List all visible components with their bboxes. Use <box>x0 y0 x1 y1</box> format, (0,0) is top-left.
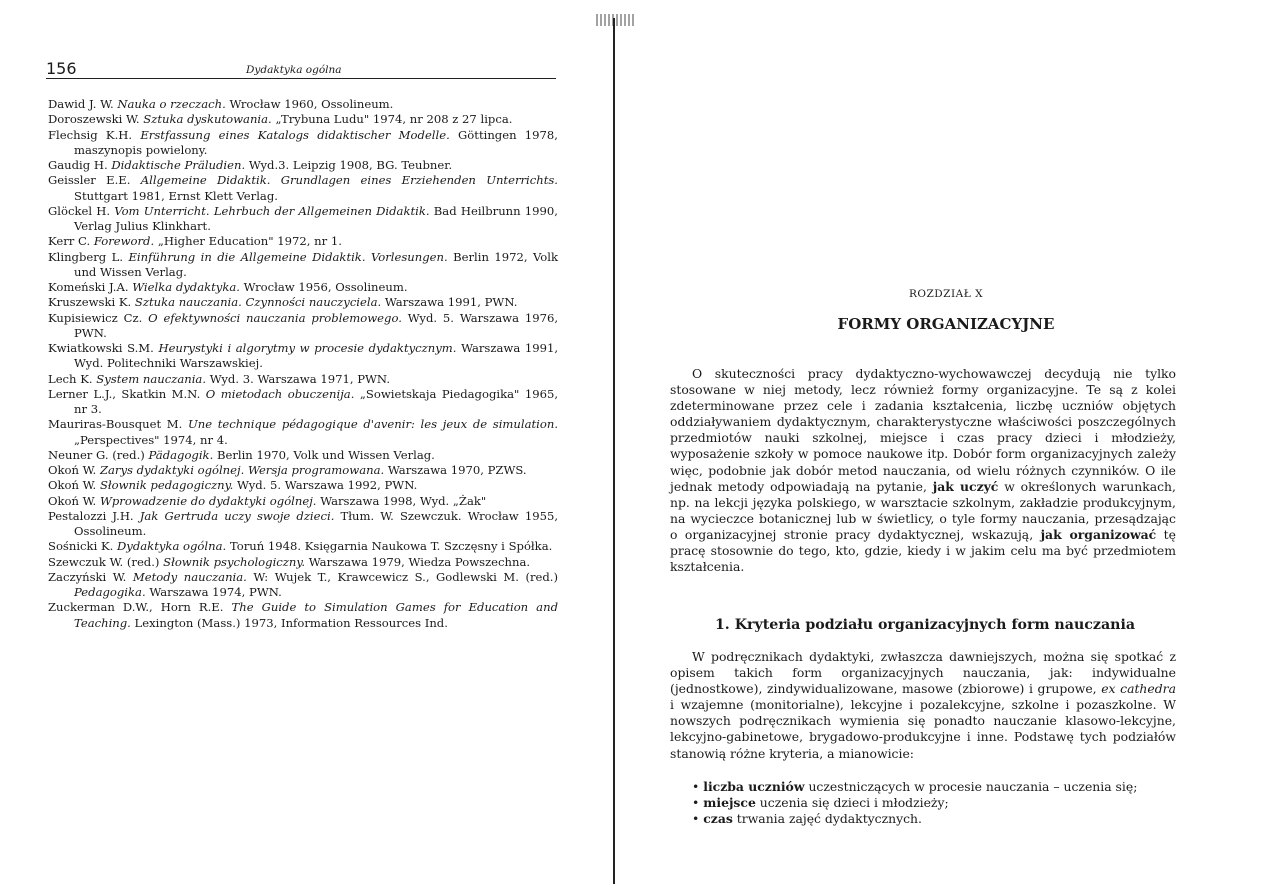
bib-rest: „Higher Education" 1972, nr 1. <box>157 234 342 249</box>
bibliography-entry <box>48 387 558 418</box>
bib-author: Zuckerman D.W., Horn R.E. <box>48 600 224 615</box>
bib-author: Okoń W. <box>48 463 97 477</box>
bib-rest: Tłum. W. Szewczuk. Wrocław 1955, Ossolineum. <box>74 508 559 538</box>
bib-rest: Warszawa 1970, PZWS. <box>387 463 527 477</box>
bibliography-entry <box>48 372 558 387</box>
bib-title: Vom Unterricht. Lehrbuch der Allgemeinen Didaktik. <box>114 203 430 218</box>
bib-author: Lerner L.J., Skatkin M.N. <box>48 386 201 401</box>
bib-author: Kwiatkowski S.M. <box>48 341 154 355</box>
bibliography-entry <box>48 250 558 281</box>
bib-rest: Wyd. 3. Warszawa 1971, PWN. <box>209 371 391 386</box>
bib-title2: Pedagogika. <box>74 585 146 599</box>
bibliography-entry <box>48 295 558 310</box>
bib-rest: Wyd.3. Leipzig 1908, BG. Teubner. <box>248 158 453 172</box>
bib-title: Dydaktyka ogólna. <box>117 539 227 554</box>
bib-rest: Warszawa 1979, Wiedza Powszechna. <box>308 554 531 569</box>
term-ex-cathedra: ex cathedra <box>1101 681 1176 697</box>
bib-rest: Stuttgart 1981, Ernst Klett Verlag. <box>74 188 278 203</box>
bib-rest: Wrocław 1956, Ossolineum. <box>243 280 408 294</box>
bibliography-entry <box>48 494 558 509</box>
bib-rest: Warszawa 1991, PWN. <box>384 295 518 310</box>
bibliography-entry <box>48 417 558 448</box>
bib-title: Jak Gertruda uczy swoje dzieci. <box>139 508 335 523</box>
bib-title: Wielka dydaktyka. <box>132 280 240 294</box>
bib-author: Klingberg L. <box>48 249 124 264</box>
bib-author: Komeński J.A. <box>48 280 129 294</box>
bib-title: O efektywności nauczania problemowego. <box>148 310 402 325</box>
bib-title: Foreword. <box>93 234 155 249</box>
section-title: 1. Kryteria podziału organizacyjnych form nauczania <box>714 617 1136 633</box>
bib-rest: Berlin 1972, Volk und Wissen Verlag. <box>74 249 558 279</box>
section-paragraph: W podręcznikach dydaktyki, zwłaszcza dawniejszych, można się spotkać z opisem takich form organizacyjnych nauczania, jak: indywidualne (jednostkowe), zindywidualizowane, masowe (zbiorowe) i grupowe, ex cathedra i wzajemne (monitorialne), lekcyjne i pozalekcyjne, szkolne i pozaszkolne. W nowszych podręcznikach wymienia się ponadto nauczanie klasowo-lekcyjne, lekcyjno-gabinetowe, brygadowo-produkcyjne i inne. Podstawę tych podziałów stanowią różne kryteria, a mianowicie: <box>670 649 1176 761</box>
bibliography-entry <box>48 128 558 159</box>
bib-title: Nauka o rzeczach. <box>117 97 226 111</box>
bibliography-entry <box>48 234 558 249</box>
bib-author: Kruszewski K. <box>48 295 132 310</box>
bibliography-entry <box>48 448 558 463</box>
bib-title: Einführung in die Allgemeine Didaktik. Vorlesungen. <box>128 249 448 264</box>
bib-author: Doroszewski W. <box>48 112 140 127</box>
bib-title: System nauczania. <box>96 371 207 386</box>
bib-author: Flechsig K.H. <box>48 127 133 142</box>
left-page <box>0 0 600 894</box>
chapter-label: ROZDZIAŁ X <box>908 288 984 300</box>
bib-author: Zaczyński W. <box>48 569 127 584</box>
bib-rest: Wyd. 5. Warszawa 1992, PWN. <box>237 478 418 493</box>
bib-author: Kerr C. <box>48 234 91 249</box>
book-spine <box>613 18 615 884</box>
bib-author: Glöckel H. <box>48 203 111 218</box>
bib-title: Wprowadzenie do dydaktyki ogólnej. <box>99 493 317 508</box>
bib-rest: „Perspectives" 1974, nr 4. <box>74 432 228 447</box>
intro-paragraph: O skuteczności pracy dydaktyczno-wychowawczej decydują nie tylko stosowane w niej metody, lecz również formy organizacyjne. Te są z kolei zdeterminowane przez cele i zadania kształcenia, liczbę uczniów objętych oddziaływaniem dydaktycznym, charakterystyczne właściwości poszczególnych przedmiotów nauki szkolnej, miejsce i czas pracy dzieci i młodzieży, wyposażenie szkoły w pomoce naukowe itp. Dobór form organizacyjnych zależy więc, podobnie jak dobór metod nauczania, od wielu różnych czynników. O ile jednak metody odpowiadają na pytanie, jak uczyć w określonych warunkach, np. na lekcji języka polskiego, w warsztacie szkolnym, zakładzie produkcyjnym, na wycieczce botanicznej lub w świetlicy, o tyle formy nauczania, przesądzając o organizacyjnej stronie pracy dydaktycznej, wskazują, jak organizować tę pracę stosownie do tego, kto, gdzie, kiedy i w jakim celu ma być przedmiotem kształcenia. <box>670 366 1176 575</box>
bibliography-entry <box>48 173 558 204</box>
bib-rest: Bad Heilbrunn 1990, Verlag Julius Klinkhart. <box>74 203 558 233</box>
bib-title: Sztuka dyskutowania. <box>143 112 272 127</box>
emphasis-jak-uczyc: jak uczyć <box>932 478 999 494</box>
bib-title: Metody nauczania. <box>132 569 247 584</box>
bibliography-entry <box>48 509 558 540</box>
criteria-list <box>670 779 1176 827</box>
bib-title: Słownik pedagogiczny. <box>99 478 234 493</box>
bib-author: Mauriras-Bousquet M. <box>48 417 183 432</box>
bibliography-entry <box>48 570 558 601</box>
bibliography-entry <box>48 539 558 554</box>
right-page <box>630 0 1262 894</box>
emphasis-jak-organizowac: jak organizować <box>1040 526 1157 542</box>
bib-title: Erstfassung eines Katalogs didaktischer Modelle. <box>140 127 450 142</box>
bib-rest: Toruń 1948. Księgarnia Naukowa T. Szczęsny i Spółka. <box>229 539 553 554</box>
bib-title: O mietodach obuczenija. <box>205 386 355 401</box>
bib-title: The Guide to Simulation Games for Education and Teaching. <box>74 600 558 630</box>
bib-rest: Göttingen 1978, maszynopis powielony. <box>74 127 558 157</box>
bib-author: Dawid J. W. <box>48 97 114 111</box>
bib-title: Pädagogik. <box>148 447 214 462</box>
bib-author: Kupisiewicz Cz. <box>48 310 143 325</box>
bib-title: Zarys dydaktyki ogólnej. Wersja programowana. <box>99 463 385 477</box>
bibliography-entry <box>48 478 558 493</box>
bib-rest: Warszawa 1991, Wyd. Politechniki Warszawskiej. <box>74 341 559 371</box>
chapter-title: FORMY ORGANIZACYJNE <box>837 315 1055 333</box>
bibliography-entry <box>48 97 558 112</box>
bib-rest: Wyd. 5. Warszawa 1976, PWN. <box>74 310 559 340</box>
criteria-item: • miejsce uczenia się dzieci i młodzieży; <box>670 795 1176 811</box>
bibliography-entry <box>48 280 558 295</box>
bib-rest2: Warszawa 1974, PWN. <box>149 585 282 599</box>
bib-author: Sośnicki K. <box>48 539 114 554</box>
bib-title: Allgemeine Didaktik. Grundlagen eines Erziehenden Unterrichts. <box>140 173 558 188</box>
bib-rest: „Trybuna Ludu" 1974, nr 208 z 27 lipca. <box>275 112 513 127</box>
bib-author: Okoń W. <box>48 478 97 493</box>
bibliography-entry <box>48 112 558 127</box>
criteria-item: • czas trwania zajęć dydaktycznych. <box>670 811 1176 827</box>
bib-rest: Berlin 1970, Volk und Wissen Verlag. <box>216 447 435 462</box>
bib-author: Okoń W. <box>48 493 97 508</box>
bib-title: Didaktische Präludien. <box>111 158 246 172</box>
bib-author: Neuner G. (red.) <box>48 447 145 462</box>
bibliography-list <box>48 97 558 631</box>
bibliography-entry <box>48 158 558 173</box>
bib-title: Sztuka nauczania. Czynności nauczyciela. <box>134 295 382 310</box>
running-head <box>46 60 556 79</box>
bib-title: Słownik psychologiczny. <box>163 554 306 569</box>
bibliography-entry <box>48 341 558 372</box>
bib-rest: Warszawa 1998, Wyd. „Żak" <box>320 493 487 508</box>
bib-rest: Lexington (Mass.) 1973, Information Ressources Ind. <box>134 615 448 630</box>
bib-author: Pestalozzi J.H. <box>48 508 134 523</box>
bibliography-entry <box>48 600 558 631</box>
criteria-item: • liczba uczniów uczestniczących w procesie nauczania – uczenia się; <box>670 779 1176 795</box>
bib-author: Lech K. <box>48 371 93 386</box>
bibliography-entry <box>48 204 558 235</box>
bib-author: Szewczuk W. (red.) <box>48 554 160 569</box>
spine-top-mark <box>596 14 634 26</box>
bib-rest: Wrocław 1960, Ossolineum. <box>229 97 394 111</box>
bib-rest: W: Wujek T., Krawcewicz S., Godlewski M. (red.) <box>253 569 559 584</box>
bib-title: Une technique pédagogique d'avenir: les jeux de simulation. <box>188 417 559 432</box>
running-title: Dydaktyka ogólna <box>246 64 342 76</box>
page-number: 156 <box>46 59 77 78</box>
bib-rest: „Sowietskaja Piedagogika" 1965, nr 3. <box>74 386 559 416</box>
bibliography-entry <box>48 555 558 570</box>
bib-author: Geissler E.E. <box>48 173 131 188</box>
bibliography-entry <box>48 463 558 478</box>
bib-author: Gaudig H. <box>48 158 108 172</box>
bib-title: Heurystyki i algorytmy w procesie dydaktycznym. <box>158 341 457 355</box>
bibliography-entry <box>48 311 558 342</box>
